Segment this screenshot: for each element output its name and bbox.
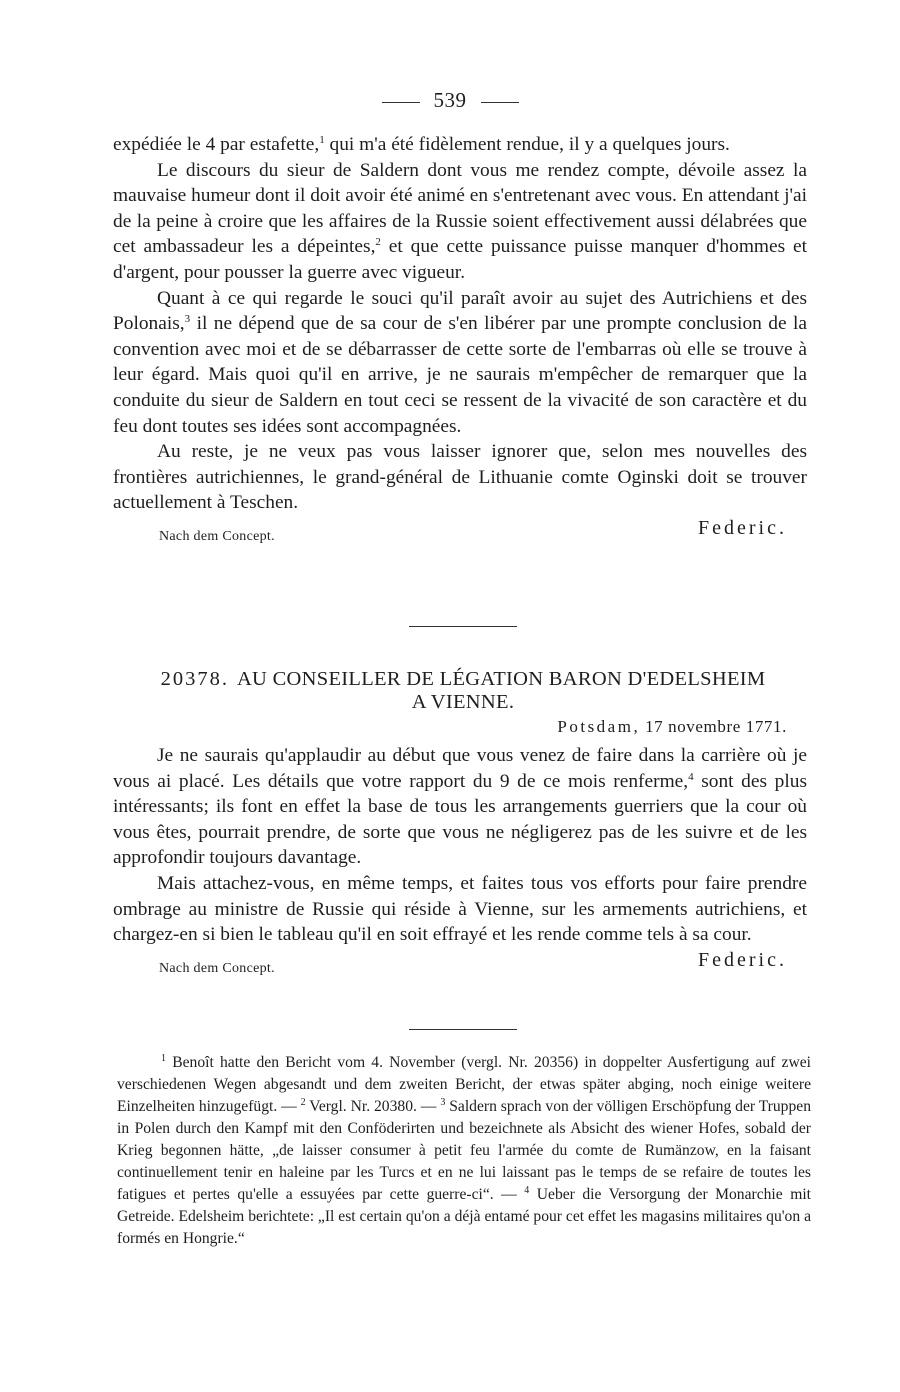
footnote-marker: 4 xyxy=(688,770,694,783)
heading-line-1 xyxy=(113,668,813,691)
paragraph xyxy=(113,871,807,948)
signature-row xyxy=(113,948,807,974)
paragraph-text: Quant à ce qui regarde le souci qu'il paraît avoir au sujet des Autrichiens et des Polonais, xyxy=(113,287,807,335)
paragraph xyxy=(113,286,807,440)
letter-number: 20378. xyxy=(160,668,229,690)
letter-1-body xyxy=(113,132,807,542)
paragraph-text: Au reste, je ne veux pas vous laisser ignorer que, selon mes nouvelles des frontières autrichiennes, le grand-général de Lithuanie comte Oginski doit se trouver actuellement à Teschen. xyxy=(113,441,807,514)
header-dash-left xyxy=(382,102,420,103)
footnote-marker: 4 xyxy=(524,1185,530,1196)
paragraph-text: sont des plus intéressants; ils font en effet la base de tous les arrangements guerriers que la cour où vous êtes, pourrait prendre, de sorte que vous ne négligerez pas de les suivre et de les approfondir toujours davantage. xyxy=(113,770,807,869)
footnote-marker: 1 xyxy=(161,1053,166,1064)
signature-row xyxy=(113,516,807,542)
footnote-marker: 2 xyxy=(300,1097,306,1108)
page-number-header xyxy=(0,88,900,113)
paragraph xyxy=(113,743,807,871)
signature: Federic. xyxy=(698,516,787,539)
footnote-marker: 3 xyxy=(440,1097,446,1108)
source-note: Nach dem Concept. xyxy=(159,960,275,976)
footnote-text: Benoît hatte den Bericht vom 4. November (vergl. Nr. 20356) in doppelter Ausfertigung auf zwei verschiedenen Wegen abgesandt und dem zweiten Bericht, der etwas später abging, noch einige weitere Einzelheiten hinzugefügt. — xyxy=(117,1054,811,1115)
footnote-marker: 2 xyxy=(375,236,381,249)
paragraph-text: expédiée le 4 par estafette, xyxy=(113,134,320,155)
footnote-marker: 3 xyxy=(184,313,191,326)
header-dash-right xyxy=(481,102,519,103)
letter-2-body xyxy=(113,743,807,974)
place: Potsdam, xyxy=(557,717,641,736)
paragraph-text: il ne dépend que de sa cour de s'en libérer par une prompte conclusion de la convention avec moi et de se débarrasser de cette sorte de l'embarras où elle se trouve à leur égard. Mais quoi qu'il en arrive, je ne saurais m'empêcher de remarquer que la conduite du sieur de Saldern en tout ceci se ressent de la vivacité de son caractère et du feu dont toutes ses idées sont accompagnées. xyxy=(113,313,807,437)
heading-line-2: A VIENNE. xyxy=(411,691,515,713)
footnote-marker: 1 xyxy=(319,134,325,146)
recipient: AU CONSEILLER DE LÉGATION BARON D'EDELSHEIM xyxy=(236,668,766,690)
footnotes xyxy=(117,1052,811,1250)
footnote-block xyxy=(117,1052,811,1250)
paragraph xyxy=(113,158,807,286)
source-note: Nach dem Concept. xyxy=(159,528,275,544)
paragraph-text: Le discours du sieur de Saldern dont vous me rendez compte, dévoile assez la mauvaise humeur dont il doit avoir été animé en s'entretenant avec vous. En attendant j'ai de la peine à croire que les affaires de la Russie soient effectivement aussi délabrées que cet ambassadeur les a dépeintes, xyxy=(113,159,807,258)
page-number: 539 xyxy=(433,88,467,112)
date: 17 novembre 1771. xyxy=(645,717,787,736)
separator-rule xyxy=(409,1029,517,1030)
separator-rule xyxy=(409,626,517,627)
letter-2-heading xyxy=(113,668,813,714)
paragraph-text: Je ne saurais qu'applaudir au début que vous venez de faire dans la carrière où je vous ai placé. Les détails que votre rapport du 9 de ce mois renferme, xyxy=(113,745,807,792)
footnote-text: Saldern sprach von der völligen Erschöpfung der Truppen in Polen durch den Kampf mit den Conföderirten und bezeichnete als Absicht des wiener Hofes, sobald der Krieg begonnen hätte, „de laisser consumer à petit feu l'armée du comte de Rumänzow, en la faisant continuellement tenir en haleine par les Turcs et en ne lui laissant pas le temps de se refaire de toutes les fatigues et pertes qu'elle a essuyées par cette guerre-ci“. — xyxy=(117,1098,811,1203)
signature: Federic. xyxy=(698,948,787,971)
footnote-text: Vergl. Nr. 20380. — xyxy=(305,1098,441,1115)
paragraph-text: qui m'a été fidèlement rendue, il y a quelques jours. xyxy=(324,134,730,155)
paragraph xyxy=(113,439,807,516)
paragraph xyxy=(113,132,807,158)
footnote-text: Ueber die Versorgung der Monarchie mit Getreide. Edelsheim berichtete: „Il est certain qu'on a déjà entamé pour cet effet les magasins militaires qu'on a formés en Hongrie.“ xyxy=(117,1186,811,1247)
paragraph-text: Mais attachez-vous, en même temps, et faites tous vos efforts pour faire prendre ombrage au ministre de Russie qui réside à Vienne, sur les armements autrichiens, et chargez-en si bien le tableau qu'il en soit effrayé et les rende comme tels à sa cour. xyxy=(113,872,807,946)
dateline xyxy=(557,717,787,737)
paragraph-text: et que cette puissance puisse manquer d'hommes et d'argent, pour pousser la guerre avec vigueur. xyxy=(113,236,807,283)
